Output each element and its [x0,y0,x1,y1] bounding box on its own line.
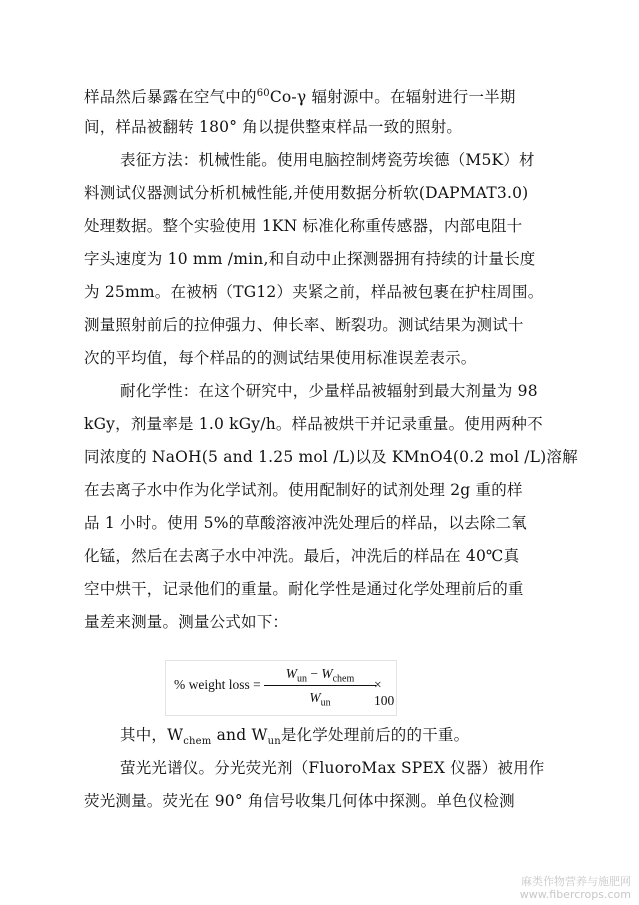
paragraph-line [84,84,554,107]
subscript: un [320,697,331,709]
paragraph-line [120,725,590,752]
formula-lhs: % weight loss = [174,677,261,692]
symbol-w: W [321,666,333,681]
subscript: un [296,673,307,685]
formula-numerator [264,664,376,683]
paragraph-line: 耐化学性：在这个研究中，少量样品被辐射到最大剂量为 98 [120,382,538,400]
subscript: chem [332,673,355,685]
paragraph-line: 为 25mm。在被柄（TG12）夹紧之前，样品被包裹在护柱周围。 [84,283,544,301]
subscript: un [267,736,281,748]
watermark-line: www.fibercrops.com [519,888,631,901]
text-segment: and W [211,726,268,744]
text-segment: Co-γ 辐射源中。在辐射进行一半期 [269,88,516,107]
watermark-line: 麻类作物营养与施肥网 [521,875,631,888]
watermark [520,875,631,901]
formula-denominator [264,688,376,707]
superscript: 60 [256,88,270,99]
symbol-w: W [309,690,321,705]
paragraph-line: 品 1 小时。使用 5%的草酸溶液冲洗处理后的样品，以去除二氧 [84,514,527,532]
formula-fraction [264,664,376,707]
paragraph-line: 同浓度的 NaOH(5 and 1.25 mol /L)以及 KMnO4(0.2 mol /L)溶解 [84,448,578,466]
paragraph-line: 测量照射前后的拉伸强力、伸长率、断裂功。测试结果为测试十 [84,316,524,334]
paragraph-line: 料测试仪器测试分析机械性能,并使用数据分析软(DAPMAT3.0) [84,184,529,202]
weight-loss-formula [165,660,397,716]
paragraph-line: 在去离子水中作为化学试剂。使用配制好的试剂处理 2g 重的样 [84,481,523,499]
minus-sign: − [306,666,322,681]
paragraph-line: 空中烘干，记录他们的重量。耐化学性是通过化学处理前后的重 [84,580,524,598]
paragraph-line: 处理数据。整个实验使用 1KN 标准化称重传感器，内部电阻十 [84,217,523,235]
paragraph-line: 量差来测量。测量公式如下： [84,613,289,631]
subscript: chem [183,736,212,748]
paragraph-line: 化锰，然后在去离子水中冲洗。最后，冲洗后的样品在 40℃真 [84,547,520,565]
paragraph-line: 间，样品被翻转 180° 角以提供整束样品一致的照射。 [84,118,463,136]
paragraph-line: 萤光光谱仪。分光荧光剂（FluoroMax SPEX 仪器）被用作 [120,759,545,777]
paragraph-line: 次的平均值，每个样品的的测试结果使用标准误差表示。 [84,349,477,367]
text-segment: 其中，W [120,726,184,744]
fraction-bar [264,685,376,686]
paragraph-line: 表征方法：机械性能。使用电脑控制烤瓷劳埃德（M5K）材 [120,151,535,169]
text-segment: 是化学处理前后的的干重。 [280,726,470,744]
symbol-w: W [285,666,297,681]
paragraph-line: kGy，剂量率是 1.0 kGy/h。样品被烘干并记录重量。使用两种不 [84,415,543,433]
text-segment: 样品然后暴露在空气中的 [84,88,257,107]
formula-multiplier: × 100 [374,677,395,708]
paragraph-line: 字头速度为 10 mm /min,和自动中止探测器拥有持续的计量长度 [84,250,536,268]
paragraph-line: 荧光测量。荧光在 90° 角信号收集几何体中探测。单色仪检测 [84,792,515,810]
